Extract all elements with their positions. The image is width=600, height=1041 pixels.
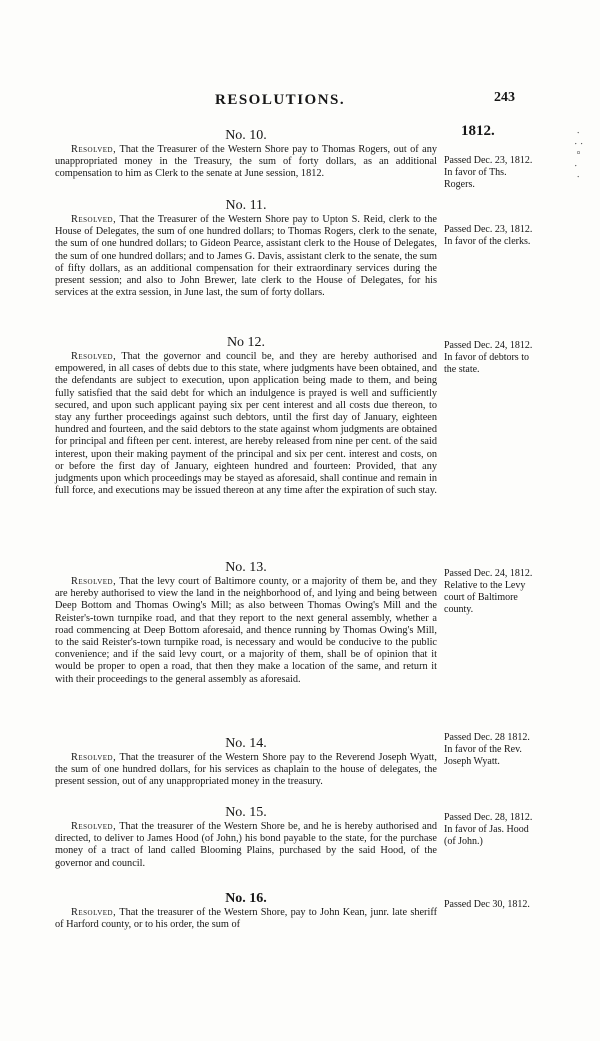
resolution-body: That the treasurer of the Western Shore, pay to John Kean, junr. late sheriff of Harford county, or to his order, the sum of <box>55 907 438 931</box>
resolution-lead: Resolved, <box>71 907 117 918</box>
resolution-14 <box>55 735 437 789</box>
resolution-number: No 12. <box>226 335 266 350</box>
resolution-text <box>55 752 437 789</box>
resolution-10 <box>55 127 437 181</box>
resolution-lead: Resolved, <box>71 576 117 587</box>
resolution-number: No. 15. <box>225 805 267 820</box>
resolution-lead: Resolved, <box>71 821 117 832</box>
resolution-text <box>55 144 437 181</box>
margin-note-10: Passed Dec. 23, 1812. In favor of Ths. Rogers. <box>444 155 533 190</box>
margin-note-12: Passed Dec. 24, 1812. In favor of debtors to the state. <box>444 340 533 375</box>
resolution-body: That the Treasurer of the Western Shore pay to Upton S. Reid, clerk to the House of Delegates, the sum of one hundred dollars; to Thomas Rogers, clerk to the senate, the sum of one hundred dollars; to Gideon Pearce, assistant clerk to the House of Delegates, the sum of one hundred dollars; and to James G. Davis, assistant clerk to the senate, the sum of fifty dollars, as an additional compensation for their extraordinary services during the present session; and also to John Brewer, late clerk to the House of Delegates, for his services at the extra session, in June last, the sum of forty dollars. <box>55 214 438 299</box>
resolution-lead: Resolved, <box>71 144 117 155</box>
resolution-text <box>55 907 437 931</box>
page-number: 243 <box>494 90 515 105</box>
resolution-12 <box>55 334 437 497</box>
resolution-body: That the treasurer of the Western Shore pay to the Reverend Joseph Wyatt, the sum of one hundred dollars, for his services as chaplain to the house of delegates, the present session, out of any unappropriated money in the treasury. <box>55 752 437 788</box>
resolution-number: No. 14. <box>225 736 267 751</box>
resolution-lead: Resolved, <box>71 752 117 763</box>
resolution-text <box>55 351 437 497</box>
margin-note-11: Passed Dec. 23, 1812. In favor of the clerks. <box>444 224 533 247</box>
resolution-number: No. 13. <box>225 560 267 575</box>
resolution-15 <box>55 804 437 870</box>
margin-specks: ⋅ ⋅ ⋅ ° ⋅ ⋅ <box>574 128 584 183</box>
resolution-lead: Resolved, <box>71 351 117 362</box>
resolution-number: No. 16. <box>225 891 267 906</box>
resolution-text <box>55 576 437 686</box>
margin-note-15: Passed Dec. 28, 1812. In favor of Jas. Hood (of John.) <box>444 812 533 847</box>
resolution-body: That the levy court of Baltimore county, or a majority of them be, and they are hereby authorised to view the land in the neighborhood of, and lying and being between Deep Bottom and Thomas Owing's Mill; as also between Thomas Owing's Mill and the Reister's-town turnpike road, and that they report to the next general assembly, whether a road commencing at Deep Bottom aforesaid, and thence running by Thomas Owing's Mill, to the said Reister's-town turnpike road, is necessary and would be conducive to the public convenience; and if the said levy court, or a majority of them, shall be of opinion that it would be proper to open a road, that then they make a location of the same, and return it with their proceedings to the general assembly as aforesaid. <box>55 576 437 685</box>
margin-note-13: Passed Dec. 24, 1812. Relative to the Levy court of Baltimore county. <box>444 568 533 615</box>
resolution-text <box>55 214 437 299</box>
margin-note-16: Passed Dec 30, 1812. <box>444 899 530 910</box>
resolution-text <box>55 821 437 870</box>
margin-note-14: Passed Dec. 28 1812. In favor of the Rev. Joseph Wyatt. <box>444 732 530 767</box>
resolution-number: No. 11. <box>225 198 267 213</box>
resolution-body: That the treasurer of the Western Shore be, and he is hereby authorised and directed, to deliver to James Hood (of John,) his bond payable to the state, for the purchase money of a tract of land called Blooming Plains, purchased by the said Hood, of the governor and council. <box>55 821 438 869</box>
resolution-lead: Resolved, <box>71 214 117 225</box>
year-heading: 1812. <box>461 123 495 139</box>
running-title: RESOLUTIONS. <box>215 92 346 108</box>
resolution-11 <box>55 197 437 299</box>
resolution-13 <box>55 559 437 686</box>
resolution-body: That the governor and council be, and they are hereby authorised and empowered, in all cases of debts due to this state, where judgments have been obtained, and the defendants are subject to execution, upon application being made to them, and being fully satisfied that the said debt for which an indulgence is prayed is well and sufficiently secured, and upon such applicant paying six per cent interest and all costs due thereon, to stay any further proceedings against such debtors, until the first day of January, eighteen hundred and fourteen, and the said debtors to the state against whom judgments are obtained for principal and fifteen per cent. interest, are hereby released from nine per cent. of the said interest, upon their making payment of the principal and six per cent. interest and costs, on or before the first day of January, eighteen hundred and fourteen: Provided, that any judgments upon which proceedings may be stayed as aforesaid, shall continue and remain in full force, and executions may be issued thereon at any time after the expiration of such stay. <box>55 351 438 497</box>
resolution-number: No. 10. <box>225 128 267 143</box>
resolution-body: That the Treasurer of the Western Shore pay to Thomas Rogers, out of any unappropriated money in the Treasury, the sum of forty dollars, as an additional compensation to him as Clerk to the senate at June session, 1812. <box>55 144 438 180</box>
resolution-16 <box>55 890 437 931</box>
